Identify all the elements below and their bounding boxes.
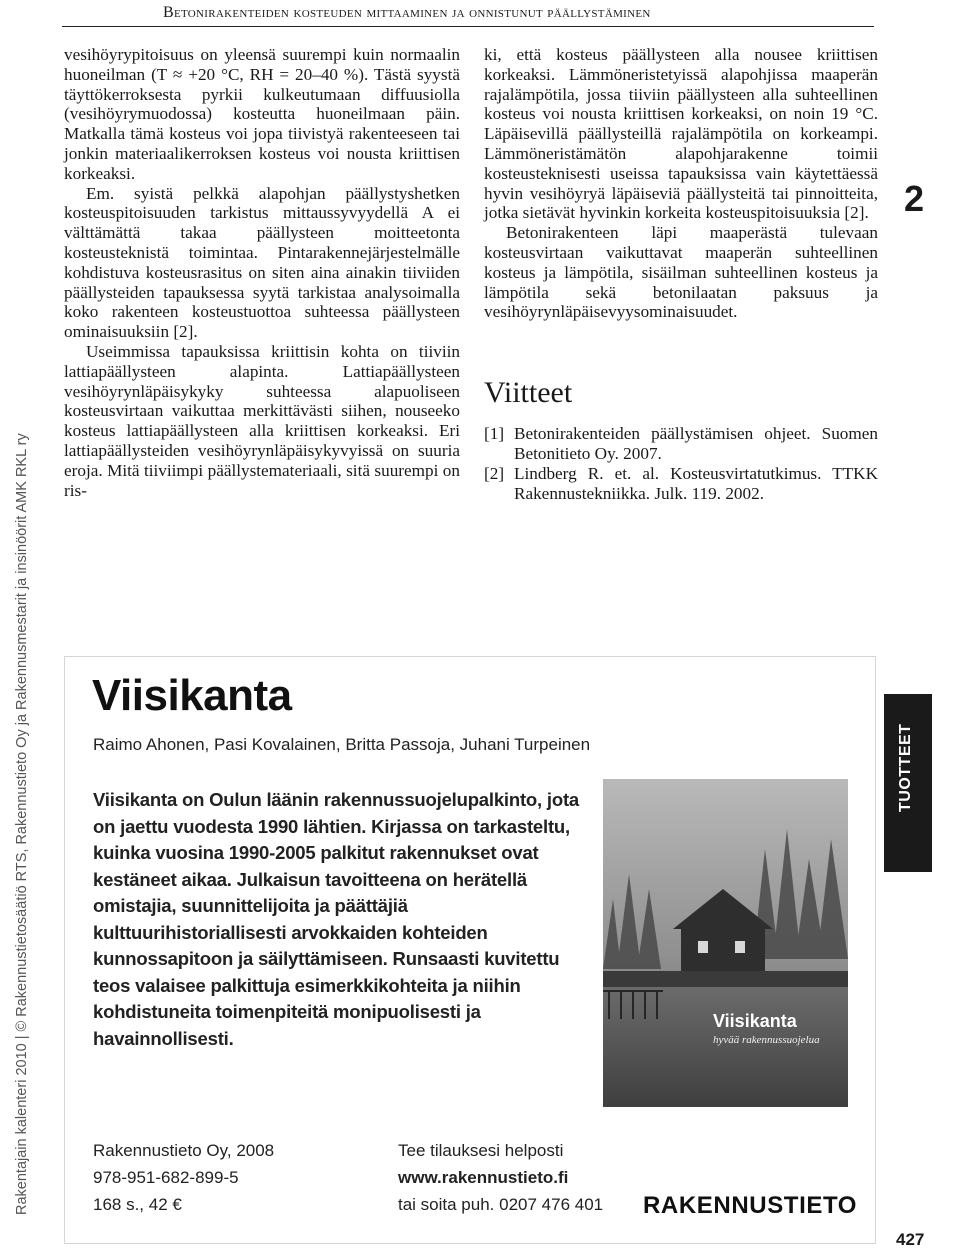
section-number: 2	[903, 178, 925, 219]
reference-item	[484, 464, 878, 504]
page-number: 427	[896, 1230, 925, 1249]
right-paragraph-2: Betonirakenteen läpi maaperästä tulevaan kosteusvirtaan vaikuttavat maaperän suhteellinen kosteus ja lämpötila, sisäilman suhteellinen kosteus ja lämpötila sekä betonilaatan paksuus ja vesihöyrynläpäisevyysominaisuudet.	[484, 223, 878, 322]
ad-order-line: Tee tilauksesi helposti	[398, 1141, 564, 1160]
right-column	[484, 45, 878, 503]
references-heading: Viitteet	[484, 376, 573, 410]
left-paragraph-1: vesihöyrypitoisuus on yleensä suurempi kuin normaalin huoneilman (T ≈ +20 °C, RH = 20–40 %). Tästä syystä täyttökerroksesta pyrkii kulkeutumaan diffuusiolla (vesihöyrymuodossa) kosteutta huoneilmaan päin. Matkalla tämä kosteus voi jopa tiivistyä rakenteeseen tai jonkin materiaalikerroksen kosteus voi nousta kriittisen korkeaksi.	[64, 45, 460, 183]
book-cover-subtitle: hyvää rakennussuojelua	[713, 1034, 820, 1046]
header-rule	[62, 26, 874, 27]
book-advertisement	[64, 656, 876, 1244]
side-copyright-text: Rakentajain kalenteri 2010 | © Rakennustietosäätiö RTS, Rakennustieto Oy ja Rakennusmestarit ja insinöörit AMK RKL ry	[14, 433, 30, 1215]
running-head: Betonirakenteiden kosteuden mittaaminen ja onnistunut päällystäminen	[163, 4, 651, 21]
ad-pages-price: 168 s., 42 €	[93, 1195, 182, 1214]
reference-text: Betonirakenteiden päällystämisen ohjeet. Suomen Betonitieto Oy. 2007.	[514, 424, 878, 463]
ad-url-link[interactable]: www.rakennustieto.fi	[398, 1168, 569, 1187]
ad-isbn: 978-951-682-899-5	[93, 1168, 239, 1187]
ad-authors: Raimo Ahonen, Pasi Kovalainen, Britta Passoja, Juhani Turpeinen	[93, 735, 591, 754]
book-cover-photo	[603, 779, 848, 1107]
ad-publisher: Rakennustieto Oy, 2008	[93, 1141, 275, 1160]
left-paragraph-2: Em. syistä pelkkä alapohjan päällystyshetken kosteuspitoisuuden tarkistus mittaussyvyydellä A ei välttämättä takaa päällysteen moitteetonta kosteusteknistä toimintaa. Pintarakennejärjestelmälle kohdistuva kosteusrasitus on siten aina ainakin tiiviiden päällysteiden tapauksessa syytä tarkistaa analysoimalla koko rakenteen kosteustuottoa suhteessa päällysteen ominaisuuksiin [2].	[64, 183, 460, 342]
left-column	[64, 45, 460, 500]
reference-number: [2]	[484, 463, 505, 483]
book-cover-image	[603, 779, 848, 1107]
ad-phone: tai soita puh. 0207 476 401	[398, 1195, 604, 1214]
reference-number: [1]	[484, 424, 505, 444]
left-paragraph-3: Useimmissa tapauksissa kriittisin kohta on tiiviin lattiapäällysteen alapinta. Lattiapäällysteen vesihöyrynläpäisykyky suhteessa alapuoliseen kosteusvirtaan vaikuttaa merkittävästi siihen, nouseeko kosteus lattiapäällysteen alla kriittisen korkeaksi. Eri lattiapäällysteiden vesihöyrynläpäisykyvyissä on suuria eroja. Mitä tiiviimpi päällystemateriaali, sitä suurempi on ris-	[64, 341, 460, 500]
reference-item	[484, 424, 878, 464]
ad-body-text: Viisikanta on Oulun läänin rakennussuojelupalkinto, jota on jaettu vuodesta 1990 lähtien. Kirjassa on tarkasteltu, kuinka vuosina 1990-2005 palkitut rakennukset ovat kestäneet aikaa. Julkaisun tavoitteena on herätellä omistajia, suunnittelijoita ja päättäjiä kulttuurihistoriallisesti arvokkaiden kohteiden kunnossapitoon ja säilyttämiseen. Runsaasti kuvitettu teos valaisee palkittuja esimerkkikohteita ja niihin kohdistuneita toimenpiteitä monipuolisesti ja havainnollisesti.	[93, 789, 579, 1049]
reference-text: Lindberg R. et. al. Kosteusvirtatutkimus. TTKK Rakennustekniikka. Julk. 119. 2002.	[514, 463, 878, 503]
book-cover-title: Viisikanta	[713, 1011, 797, 1031]
ad-publication-info	[93, 1137, 274, 1218]
rakennustieto-logo: RAKENNUSTIETO	[643, 1192, 858, 1219]
ad-order-info	[398, 1137, 603, 1218]
section-tab-label: TUOTTEET	[897, 723, 914, 812]
right-paragraph-1: ki, että kosteus päällysteen alla nousee kriittisen korkeaksi. Lämmöneristetyissä alapohjissa maaperän rajalämpötila, jossa tiiviin päällysteen alla suhteellinen kosteus voi nousta kriittisen korkeaksi, on noin 19 °C. Läpäisevillä päällysteillä rajalämpötila on korkeampi. Lämmöneristämätön alapohjarakenne toimii kosteusteknisesti useissa tapauksissa vain käytettäessä hyvin vesihöyryä läpäiseviä päällysteitä tai pinnoitteita, jotka sietävät hyvinkin korkeita kosteuspitoisuuksia [2].	[484, 45, 878, 223]
ad-title: Viisikanta	[92, 671, 292, 720]
